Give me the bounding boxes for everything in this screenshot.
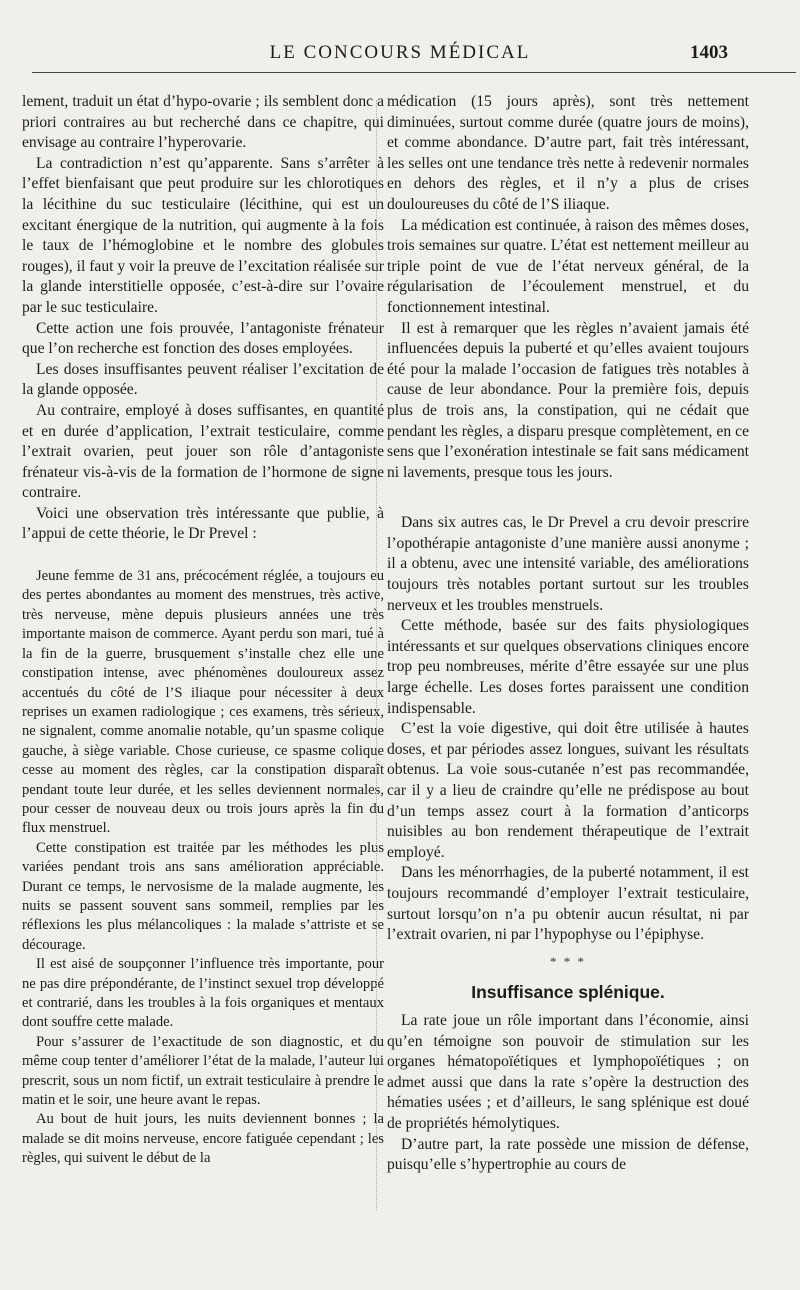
spacer xyxy=(387,483,749,513)
paragraph: Au contraire, employé à doses suffisantes, en quantité et en durée d’application, l’extrait testiculaire, comme l’extrait ovarien, peut jouer son rôle d’antagoniste frénateur vis-à-vis de la formation de l’hormone de signe contraire. xyxy=(22,401,384,502)
paragraph: médication (15 jours après), sont très nettement diminuées, surtout comme durée (quatre jours de moins), et comme abondance. D’autre part, fait très intéressant, les selles ont une tendance très nette à redevenir normales en dehors des règles, et il n’y a plus de crises douloureuses du côté de l’S iliaque. xyxy=(387,93,749,213)
section-title: Insuffisance splénique. xyxy=(471,982,665,1003)
paragraph: Cette méthode, basée sur des faits physiologiques intéressants et sur quelques observations cliniques encore trop peu nombreuses, mérite d’être essayée sur une plus large échelle. Les doses fortes paraissent une condition indispensable. xyxy=(387,617,749,717)
observation-paragraph: Jeune femme de 31 ans, précocément réglée, a toujours eu des pertes abondantes au moment des menstrues, très active, très nerveuse, mène depuis plusieurs années une très importante maison de commerce. Ayant perdu son mari, tué à la fin de la guerre, brusquement s’installe chez elle une constipation intense, avec phénomènes douloureux assez accentués du côté de l’S iliaque pour nécessiter à deux reprises un examen radiologique ; ces examens, très sérieux, ne signalent, comme anomalie notable, qu’un spasme colique gauche, à siège variable. Chose curieuse, ce spasme colique cesse au moment des règles, car la constipation disparaît pendant toute leur durée, et les selles deviennent normales, pour cesser de nouveau deux ou trois jours après la fin du flux menstruel. xyxy=(22,568,384,837)
page-number: 1403 xyxy=(690,42,728,63)
observation-paragraph: Cette constipation est traitée par les méthodes les plus variées pendant trois ans sans amélioration appréciable. Durant ce temps, le nervosisme de la malade augmente, les nuits se passent souvent sans sommeil, remplies par les réflexions les plus mélancoliques : la malade s’attriste et se décourage. xyxy=(22,839,384,953)
running-title: LE CONCOURS MÉDICAL xyxy=(269,42,531,63)
paragraph: La contradiction n’est qu’apparente. Sans s’arrêter à l’effet bienfaisant que peut produire sur les chlorotiques la lécithine du suc testiculaire (lécithine, qui est un excitant énergique de la nutrition, qui augmente à la fois le taux de l’hémoglobine et le nombre des globules rouges), il faut y voir la preuve de l’excitation réalisée sur la glande interstitielle opposée, c’est-à-dire sur l’ovaire par le suc testiculaire. xyxy=(22,154,384,316)
column-divider xyxy=(376,100,377,1210)
spacer xyxy=(22,545,384,567)
paragraph: Il est à remarquer que les règles n’avaient jamais été influencées depuis la puberté et qu’elles avaient toujours été pour la malade l’occasion de fatigues très notables à cause de leur abondance. Pour la première fois, depuis plus de trois ans, la constipation, qui ne cédait que pendant les règles, a disparu presque complètement, en ce sens que l’exonération intestinale se fait sans médicament ni lavements, presque tous les jours. xyxy=(387,319,749,481)
paragraph: La rate joue un rôle important dans l’économie, ainsi qu’en témoigne son pouvoir de stimulation sur les organes hématopoïétiques et lymphopoïétiques ; on admet aussi que dans la rate s’opère la destruction des hématies usées ; et d’ailleurs, le sang splénique est doué de propriétés hémolytiques. xyxy=(387,1011,749,1132)
paragraph: Les doses insuffisantes peuvent réaliser l’excitation de la glande opposée. xyxy=(22,360,384,399)
paragraph: La médication est continuée, à raison des mêmes doses, trois semaines sur quatre. L’état est nettement meilleur au triple point de vue de l’état nerveux général, de la régularisation de l’écoulement menstruel, et du fonctionnement intestinal. xyxy=(387,216,749,316)
paragraph: Dans six autres cas, le Dr Prevel a cru devoir prescrire l’opothérapie antagoniste d’une manière aussi anonyme ; il a obtenu, avec une intensité variable, des améliorations toujours très notables portant surtout sur les troubles nerveux et les troubles menstruels. xyxy=(387,514,749,614)
asterism: * * * xyxy=(550,953,586,969)
observation-paragraph: Pour s’assurer de l’exactitude de son diagnostic, et du même coup tenter d’améliorer l’état de la malade, l’auteur lui prescrit, sous un nom fictif, un extrait testiculaire à prendre le matin et le soir, une heure avant le repas. xyxy=(22,1033,384,1109)
paragraph: Cette action une fois prouvée, l’antagoniste frénateur que l’on recherche est fonction des doses employées. xyxy=(22,319,384,358)
observation-paragraph: Il est aisé de soupçonner l’influence très importante, pour ne pas dire prépondérante, de l’instinct sexuel trop développé et contrarié, dans les troubles à la fois organiques et mentaux dont souffre cette malade. xyxy=(22,956,384,1031)
observation-paragraph: Au bout de huit jours, les nuits deviennent bonnes ; la malade se dit moins nerveuse, encore fatiguée cependant ; les règles, qui suivent le début de la xyxy=(22,1111,384,1167)
page-header xyxy=(20,42,780,72)
header-rule xyxy=(32,72,796,73)
paragraph: lement, traduit un état d’hypo-ovarie ; ils semblent donc a priori contraires au but recherché dans ce chapitre, qui envisage au contraire l’hyperovarie. xyxy=(22,93,384,152)
paragraph: C’est la voie digestive, qui doit être utilisée à hautes doses, et par périodes assez longues, suivant les résultats obtenus. La voie sous-cutanée n’est pas recommandée, car il y a lieu de craindre qu’elle ne prédispose au bout d’un temps assez court à la formation d’anticorps nuisibles au bon rendement thérapeutique de l’extrait employé. xyxy=(387,720,749,861)
right-column xyxy=(387,92,749,1176)
paragraph: D’autre part, la rate possède une mission de défense, puisqu’elle s’hypertrophie au cours de xyxy=(387,1135,749,1174)
paragraph: Dans les ménorrhagies, de la puberté notamment, il est toujours recommandé d’employer l’extrait testiculaire, surtout lorsqu’on n’a pu obtenir aucun résultat, ni par l’extrait ovarien, ni par l’hypophyse ou l’épiphyse. xyxy=(387,864,749,944)
paragraph: Voici une observation très intéressante que publie, à l’appui de cette théorie, le Dr Prevel : xyxy=(22,504,384,543)
left-column xyxy=(22,92,384,1169)
